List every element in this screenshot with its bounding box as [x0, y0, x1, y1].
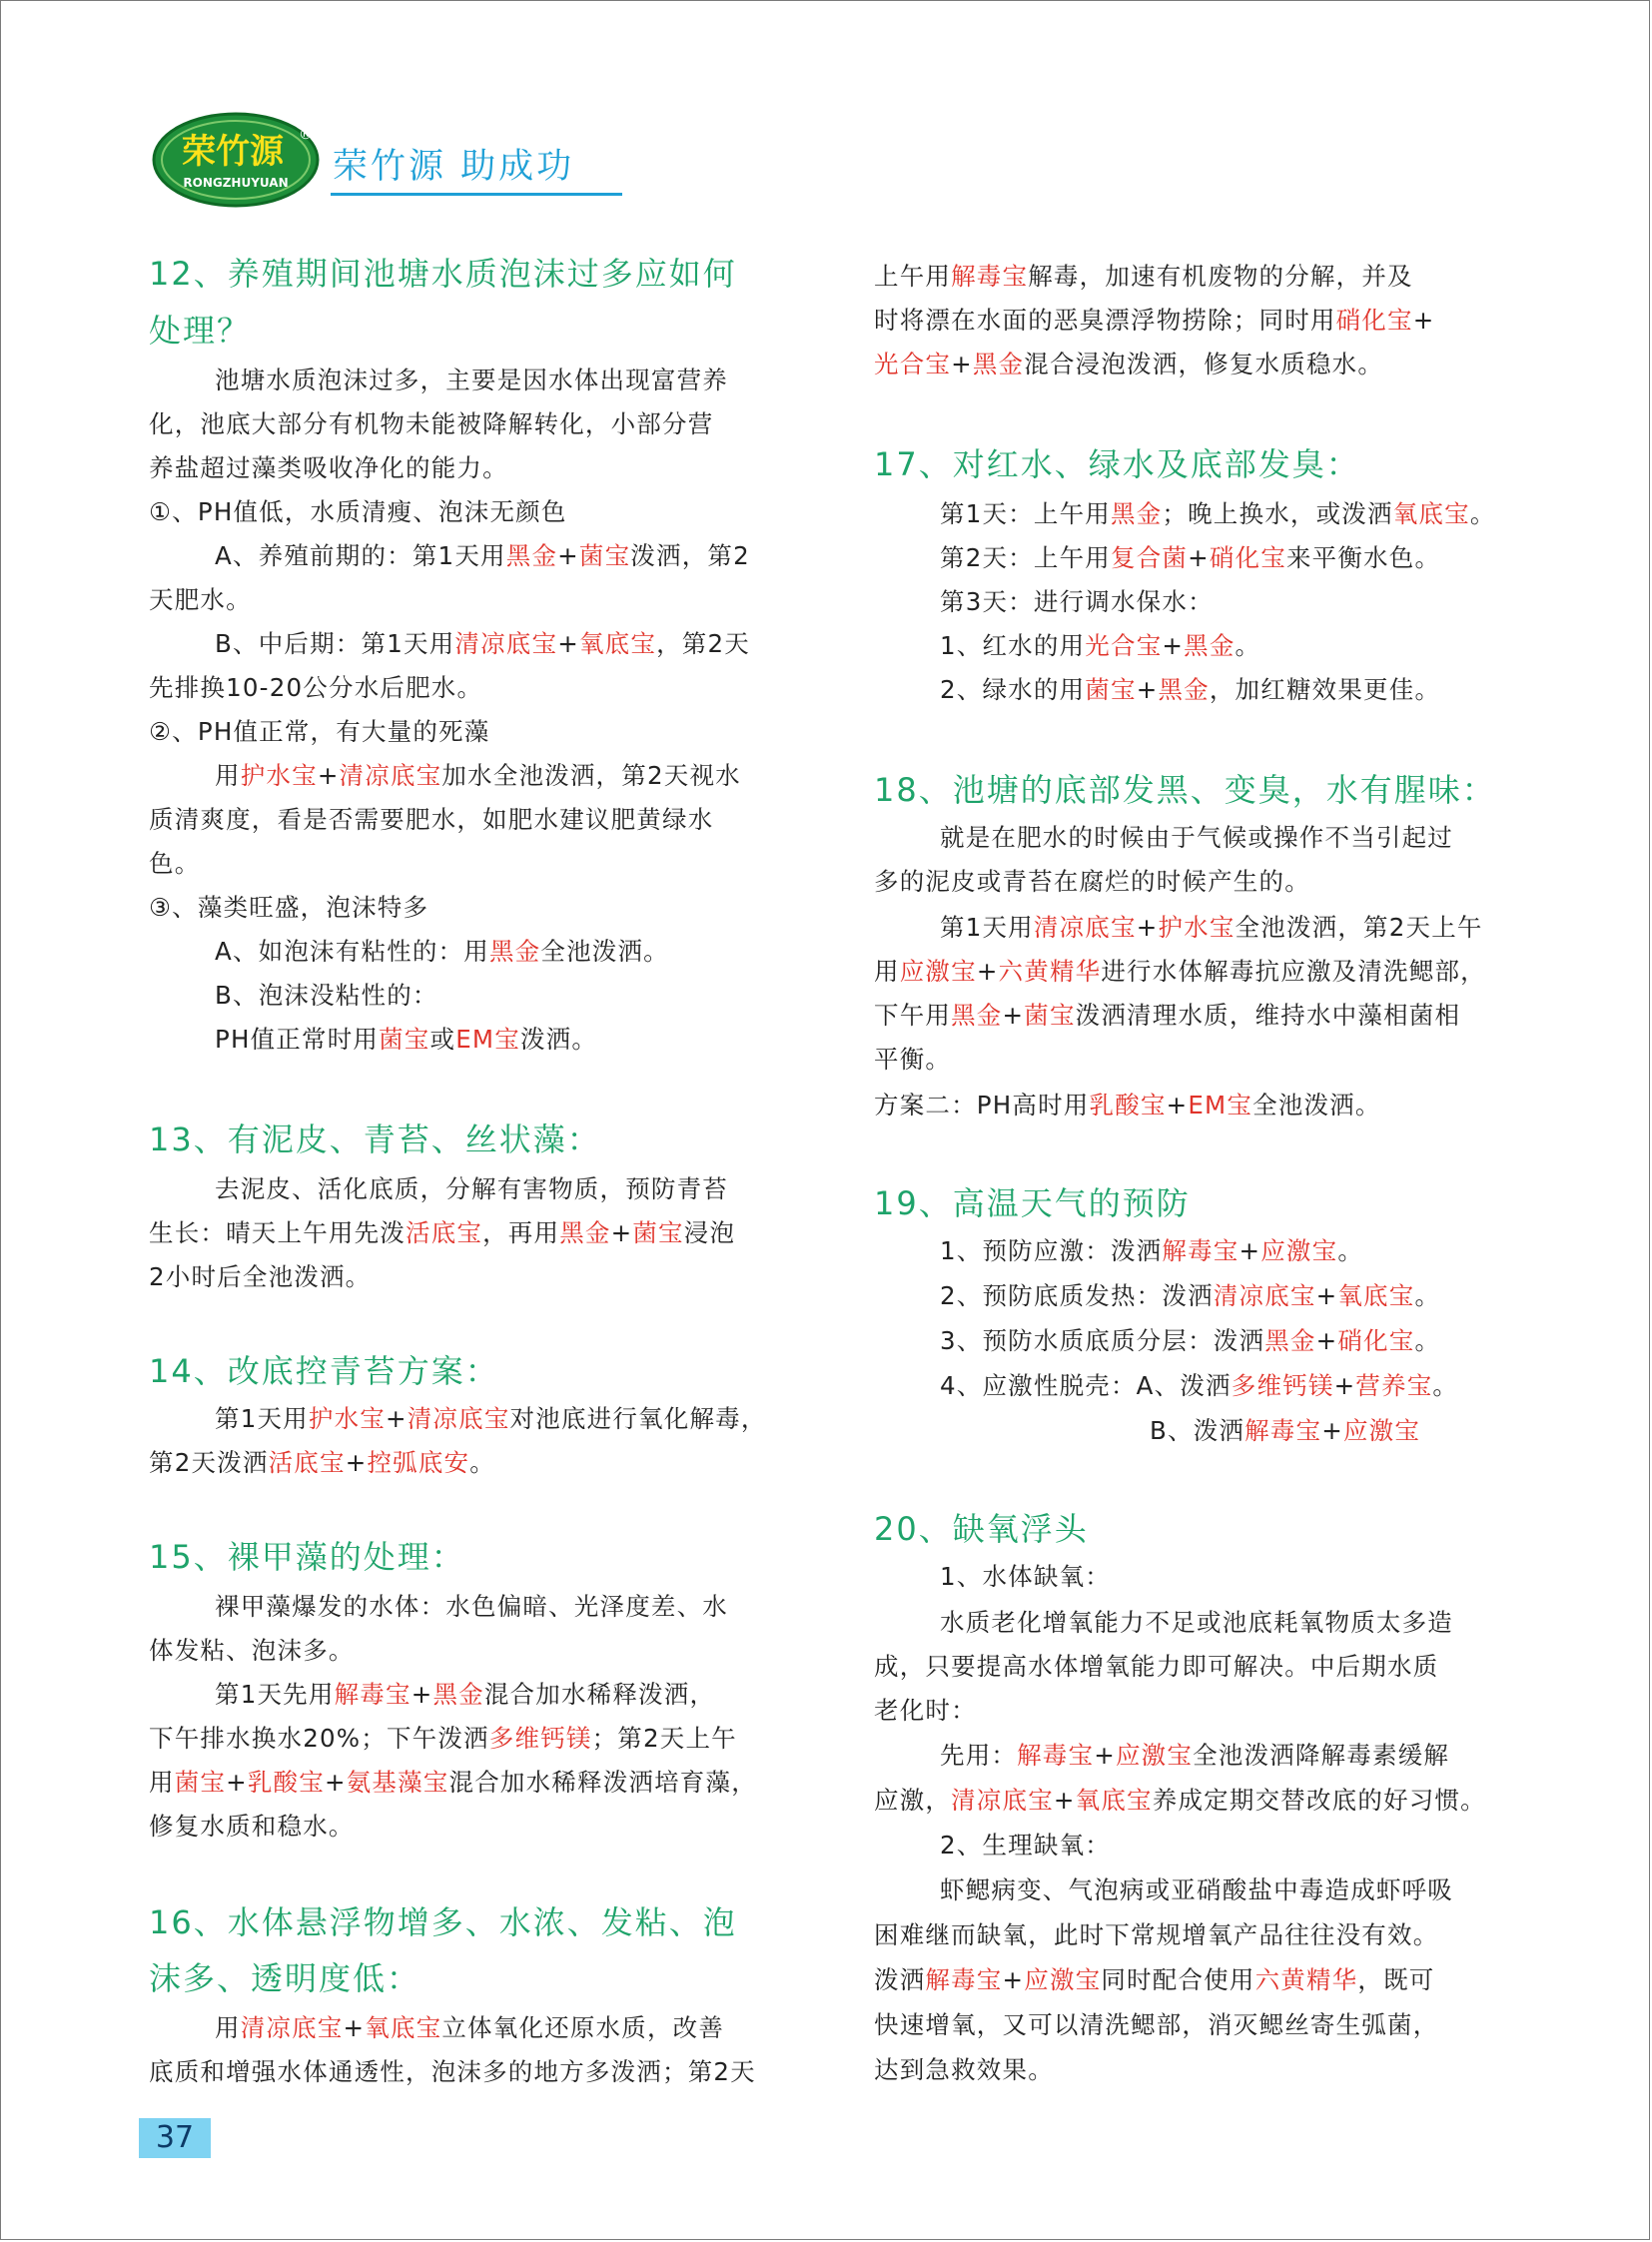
product-name: 菌宝	[379, 1025, 430, 1054]
product-name: 清凉底宝	[1213, 1281, 1316, 1310]
s12-case-3-b: B、泡沫没粘性的：	[215, 981, 438, 1010]
s20-text: 应激，清凉底宝+氧底宝养成定期交替改底的好习惯。	[874, 1786, 1486, 1815]
s15-text: 裸甲藻爆发的水体：水色偏暗、光泽度差、水	[215, 1592, 728, 1621]
s20-text: 虾鳃病变、气泡病或亚硝酸盐中毒造成虾呼吸	[940, 1875, 1453, 1904]
s15-text: 用菌宝+乳酸宝+氨基藻宝混合加水稀释泼洒培育藻，	[149, 1768, 757, 1797]
product-name: 硝化宝	[1209, 543, 1286, 572]
s17-text: 1、红水的用光合宝+黑金。	[940, 631, 1261, 660]
product-name: 氧底宝	[1392, 499, 1470, 528]
s20-text: 成，只要提高水体增氧能力即可解决。中后期水质	[874, 1652, 1439, 1681]
s20-text: 先用：解毒宝+应激宝全池泼洒降解毒素缓解	[940, 1741, 1450, 1770]
s15-text: 修复水质和稳水。	[149, 1812, 355, 1841]
section-19-title: 19、高温天气的预防	[874, 1184, 1191, 1222]
s14-text: 第1天用护水宝+清凉底宝对池底进行氧化解毒，	[215, 1404, 767, 1433]
s20-text: 1、水体缺氧：	[940, 1562, 1111, 1591]
s12-case-2-text: 用护水宝+清凉底宝加水全池泼洒，第2天视水	[215, 761, 741, 790]
product-name: 黑金	[1184, 631, 1236, 660]
s16-cont-text: 时将漂在水面的恶臭漂浮物捞除；同时用硝化宝+	[874, 306, 1435, 335]
section-12-title: 12、养殖期间池塘水质泡沫过多应如何	[149, 255, 737, 293]
product-name: 黑金	[505, 541, 558, 570]
product-name: 菌宝	[578, 541, 631, 570]
product-name: 护水宝	[308, 1404, 386, 1433]
s19-text: 2、预防底质发热：泼洒清凉底宝+氧底宝。	[940, 1281, 1441, 1310]
product-name: 清凉底宝	[951, 1786, 1054, 1815]
product-name: EM宝	[455, 1025, 520, 1054]
s20-text: 老化时：	[874, 1696, 977, 1725]
s19-text: 3、预防水质底质分层：泼洒黑金+硝化宝。	[940, 1326, 1441, 1355]
product-name: 菌宝	[1085, 675, 1137, 704]
product-name: 应激宝	[899, 957, 977, 986]
product-name: 氧底宝	[1075, 1786, 1153, 1815]
s12-case-2-cont: 色。	[149, 849, 201, 878]
product-name: 光合宝	[874, 350, 952, 378]
section-17-title: 17、对红水、绿水及底部发臭：	[874, 445, 1360, 483]
logo	[151, 111, 321, 209]
product-name: 应激宝	[1115, 1741, 1194, 1770]
product-name: 黑金	[1264, 1326, 1316, 1355]
s12-case-1-b: B、中后期：第1天用清凉底宝+氧底宝，第2天	[215, 629, 750, 658]
s12-case-2: ②、PH值正常，有大量的死藻	[149, 717, 490, 746]
product-name: 氧底宝	[365, 2013, 442, 2042]
s18-text: 下午用黑金+菌宝泼洒清理水质，维持水中藻相菌相	[874, 1001, 1461, 1030]
product-name: 营养宝	[1355, 1371, 1433, 1400]
s12-case-1-b-cont: 先排换10-20公分水后肥水。	[149, 673, 483, 702]
s20-text: 2、生理缺氧：	[940, 1831, 1111, 1860]
s20-text: 泼洒解毒宝+应激宝同时配合使用六黄精华，既可	[874, 1965, 1435, 1994]
product-name: EM宝	[1188, 1091, 1253, 1120]
product-name: 乳酸宝	[1089, 1091, 1167, 1120]
product-name: 解毒宝	[1162, 1236, 1239, 1265]
tagline: 荣竹源 助成功	[333, 147, 575, 187]
s14-text: 第2天泼洒活底宝+控弧底安。	[149, 1448, 495, 1477]
s16-cont-text: 光合宝+黑金混合浸泡泼洒，修复水质稳水。	[874, 350, 1384, 378]
s15-text: 第1天先用解毒宝+黑金混合加水稀释泼洒，	[215, 1680, 716, 1709]
product-name: 应激宝	[1342, 1416, 1421, 1445]
s12-para: 池塘水质泡沫过多，主要是因水体出现富营养	[215, 366, 728, 394]
s12-case-1-a-cont: 天肥水。	[149, 585, 252, 614]
product-name: 清凉底宝	[454, 629, 558, 658]
product-name: 氧底宝	[1337, 1281, 1415, 1310]
product-name: 硝化宝	[1337, 1326, 1415, 1355]
product-name: 多维钙镁	[488, 1724, 592, 1753]
product-name: 清凉底宝	[240, 2013, 344, 2042]
s20-text: 水质老化增氧能力不足或池底耗氧物质太多造	[940, 1608, 1453, 1637]
section-13-title: 13、有泥皮、青苔、丝状藻：	[149, 1121, 601, 1158]
product-name: 氨基藻宝	[346, 1768, 449, 1797]
logo-subtext: RONGZHUYUAN	[183, 176, 289, 190]
product-name: 黑金	[488, 937, 541, 966]
product-name: 硝化宝	[1335, 306, 1413, 335]
product-name: 清凉底宝	[339, 761, 442, 790]
product-name: 菌宝	[174, 1768, 227, 1797]
product-name: 解毒宝	[334, 1680, 412, 1709]
product-name: 解毒宝	[1017, 1741, 1095, 1770]
product-name: 护水宝	[240, 761, 318, 790]
product-name: 光合宝	[1085, 631, 1163, 660]
s16-cont-text: 上午用解毒宝解毒，加速有机废物的分解，并及	[874, 262, 1413, 291]
product-name: 氧底宝	[578, 629, 657, 658]
s18-text: 平衡。	[874, 1045, 952, 1074]
tagline-underline	[331, 193, 622, 196]
s18-text: 方案二：PH高时用乳酸宝+EM宝全池泼洒。	[874, 1091, 1381, 1120]
product-name: 清凉底宝	[407, 1404, 510, 1433]
product-name: 黑金	[559, 1218, 611, 1247]
product-name: 护水宝	[1158, 913, 1236, 942]
s12-case-3-a: A、如泡沫有粘性的：用黑金全池泼洒。	[215, 937, 669, 966]
s12-case-3-b-text: PH值正常时用菌宝或EM宝泼洒。	[215, 1025, 598, 1054]
s18-text: 多的泥皮或青苔在腐烂的时候产生的。	[874, 867, 1310, 896]
s12-case-1-a: A、养殖前期的：第1天用黑金+菌宝泼洒，第2	[215, 541, 750, 570]
section-18-title: 18、池塘的底部发黑、变臭，水有腥味：	[874, 771, 1496, 809]
s15-text: 体发粘、泡沫多。	[149, 1636, 355, 1665]
product-name: 解毒宝	[925, 1965, 1003, 1994]
section-12-title-cont: 处理？	[149, 312, 252, 350]
product-name: 解毒宝	[1244, 1416, 1322, 1445]
s20-text: 困难继而缺氧，此时下常规增氧产品往往没有效。	[874, 1920, 1439, 1949]
s13-text: 生长：晴天上午用先泼活底宝，再用黑金+菌宝浸泡	[149, 1218, 736, 1247]
product-name: 控弧底安	[367, 1448, 470, 1477]
product-name: 黑金	[1158, 675, 1210, 704]
product-name: 复合菌	[1111, 543, 1189, 572]
s17-text: 第2天：上午用复合菌+硝化宝来平衡水色。	[940, 543, 1441, 572]
section-16-title: 16、水体悬浮物增多、水浓、发粘、泡	[149, 1903, 737, 1941]
s12-para: 化，池底大部分有机物未能被降解转化，小部分营	[149, 409, 714, 438]
product-name: 六黄精华	[998, 957, 1102, 986]
section-14-title: 14、改底控青苔方案：	[149, 1352, 499, 1390]
product-name: 应激宝	[1260, 1236, 1338, 1265]
product-name: 菌宝	[632, 1218, 684, 1247]
page-number: 37	[139, 2118, 211, 2158]
s13-text: 去泥皮、活化底质，分解有害物质，预防青苔	[215, 1174, 728, 1203]
product-name: 应激宝	[1024, 1965, 1102, 1994]
logo-emblem	[151, 111, 321, 209]
s15-text: 下午排水换水20%；下午泼洒多维钙镁；第2天上午	[149, 1724, 737, 1753]
product-name: 多维钙镁	[1231, 1371, 1334, 1400]
s20-text: 快速增氧，又可以清洗鳃部，消灭鳃丝寄生弧菌，	[874, 2010, 1439, 2039]
s12-case-1: ①、PH值低，水质清瘦、泡沫无颜色	[149, 497, 567, 526]
product-name: 黑金	[951, 1001, 1003, 1030]
product-name: 菌宝	[1024, 1001, 1076, 1030]
product-name: 活底宝	[406, 1218, 483, 1247]
section-16-title-cont: 沫多、透明度低：	[149, 1959, 421, 1997]
product-name: 活底宝	[268, 1448, 346, 1477]
s18-text: 就是在肥水的时候由于气候或操作不当引起过	[940, 823, 1453, 852]
s19-text: 4、应激性脱壳：A、泼洒多维钙镁+营养宝。	[940, 1371, 1459, 1400]
registered-mark: ®	[299, 127, 313, 143]
section-20-title: 20、缺氧浮头	[874, 1510, 1089, 1548]
section-15-title: 15、裸甲藻的处理：	[149, 1538, 465, 1576]
s17-text: 2、绿水的用菌宝+黑金，加红糖效果更佳。	[940, 675, 1441, 704]
s12-para: 养盐超过藻类吸收净化的能力。	[149, 453, 508, 482]
product-name: 黑金	[1111, 499, 1163, 528]
s19-text: B、泼洒解毒宝+应激宝	[1150, 1416, 1421, 1445]
product-name: 黑金	[432, 1680, 484, 1709]
s17-text: 第3天：进行调水保水：	[940, 587, 1214, 616]
product-name: 解毒宝	[951, 262, 1029, 291]
s18-text: 用应激宝+六黄精华进行水体解毒抗应激及清洗鳃部，	[874, 957, 1486, 986]
s12-case-2-cont: 质清爽度，看是否需要肥水，如肥水建议肥黄绿水	[149, 805, 714, 834]
s17-text: 第1天：上午用黑金；晚上换水，或泼洒氧底宝。	[940, 499, 1496, 528]
product-name: 六黄精华	[1254, 1965, 1358, 1994]
s18-text: 第1天用清凉底宝+护水宝全池泼洒，第2天上午	[940, 913, 1483, 942]
product-name: 清凉底宝	[1033, 913, 1137, 942]
product-name: 黑金	[972, 350, 1025, 378]
s16-text: 用清凉底宝+氧底宝立体氧化还原水质，改善	[215, 2013, 725, 2042]
s12-case-3: ③、藻类旺盛，泡沫特多	[149, 893, 429, 922]
logo-text: 荣竹源	[182, 132, 284, 172]
s20-text: 达到急救效果。	[874, 2055, 1054, 2084]
s13-text: 2小时后全池泼洒。	[149, 1262, 372, 1291]
s16-text: 底质和增强水体通透性，泡沫多的地方多泼洒；第2天	[149, 2057, 756, 2086]
product-name: 乳酸宝	[247, 1768, 325, 1797]
s19-text: 1、预防应激：泼洒解毒宝+应激宝。	[940, 1236, 1364, 1265]
